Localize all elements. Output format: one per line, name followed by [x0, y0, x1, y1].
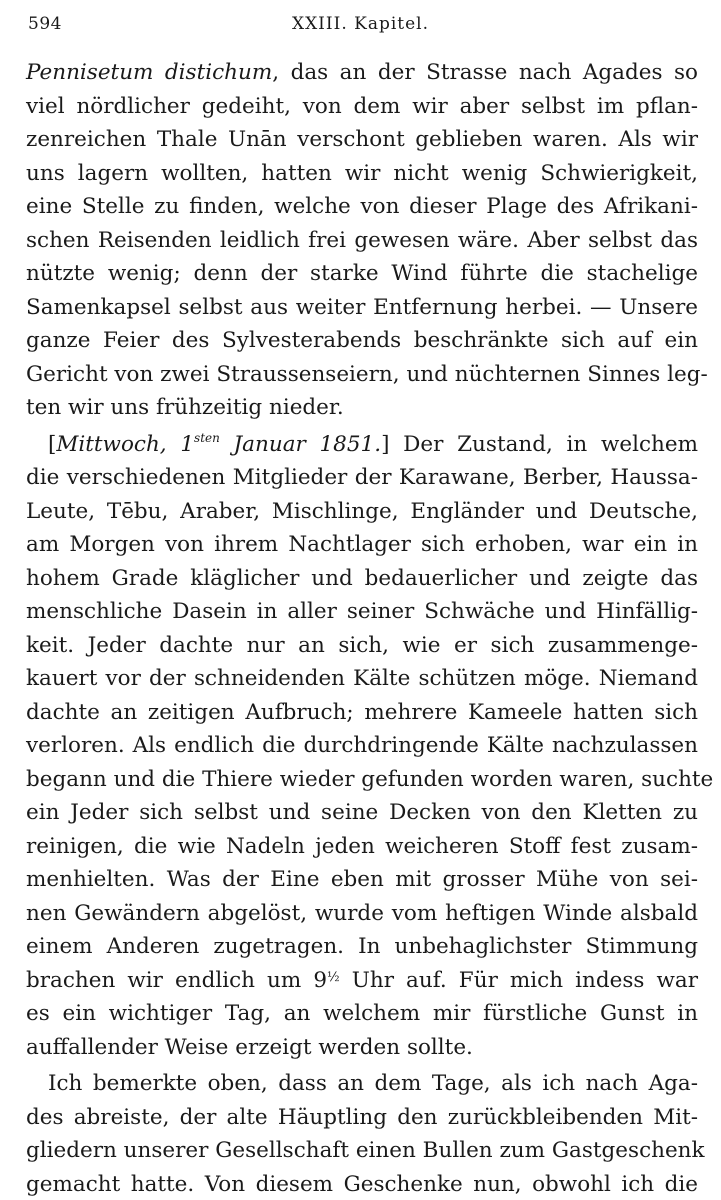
text-line: Leute, Tēbu, Araber, Mischlinge, Engländer und Deutsche,	[26, 498, 698, 524]
text-line: die verschiedenen Mitglieder der Karawane, Berber, Haussa-	[26, 465, 698, 490]
text-line: Gericht von zwei Straussenseiern, und nüchternen Sinnes leg-	[26, 361, 708, 387]
paragraph-1	[26, 56, 708, 425]
entry-date: Mittwoch, $1^{sten}$ Januar 1851.	[56, 430, 382, 457]
text-line: viel nördlicher gedeiht, von dem wir aber selbst im pflan-	[26, 93, 698, 119]
text-line: es ein wichtiger Tag, an welchem mir fürstliche Gunst in	[26, 1001, 698, 1026]
text-line: verloren. Als endlich die durchdringende Kälte nachzulassen	[26, 733, 698, 758]
text-line: nen Gewändern abgelöst, wurde vom heftigen Winde alsbald	[26, 900, 698, 926]
text-line: menschliche Dasein in aller seiner Schwäche und Hinfällig-	[26, 599, 698, 624]
paragraph-3	[26, 1067, 705, 1200]
text-line-time: brachen wir endlich um 9½ Uhr auf. Für mich indess war	[26, 967, 698, 993]
species-name: Pennisetum distichum	[26, 60, 273, 85]
text-line: eine Stelle zu finden, welche von dieser Plage des Afrikani-	[26, 194, 698, 219]
text-line: gemacht hatte. Von diesem Geschenke nun, obwohl ich die	[26, 1171, 698, 1197]
text-line: gliedern unserer Gesellschaft einen Bullen zum Gastgeschenk	[26, 1138, 705, 1163]
text-line: hohem Grade kläglicher und bedauerlicher und zeigte das	[26, 565, 698, 591]
text-line: einem Anderen zugetragen. In unbehaglichster Stimmung	[26, 934, 698, 959]
chapter-title: XXIII. Kapitel.	[291, 14, 430, 34]
text-line: uns lagern wollten, hatten wir nicht wenig Schwierigkeit,	[26, 160, 698, 186]
page-number: 594	[28, 14, 62, 34]
text-line: menhielten. Was der Eine eben mit grosser Mühe von sei-	[26, 867, 698, 892]
text-line: dachte an zeitigen Aufbruch; mehrere Kameele hatten sich	[26, 699, 698, 725]
text-line: reinigen, die wie Nadeln jeden weicheren Stoff fest zusam-	[26, 833, 698, 859]
text-line: begann und die Thiere wieder gefunden worden waren, suchte	[26, 766, 714, 792]
text-line: Pennisetum distichum, das an der Strasse nach Agades so	[26, 60, 698, 85]
text-line: nützte wenig; denn der starke Wind führte die stachelige	[26, 261, 698, 286]
text-line: ein Jeder sich selbst und seine Decken von den Kletten zu	[26, 800, 698, 825]
text-line: ten wir uns frühzeitig nieder.	[26, 395, 344, 420]
text-line: Samenkapsel selbst aus weiter Entfernung herbei. — Unsere	[26, 294, 698, 320]
text-line-dated: [Mittwoch, $1^{sten}$ Januar 1851.] Der Zustand, in welchem	[48, 430, 698, 457]
body-text	[26, 56, 714, 1200]
text-line: schen Reisenden leidlich frei gewesen wäre. Aber selbst das	[26, 227, 698, 253]
text-line: auffallender Weise erzeigt werden sollte.	[26, 1034, 473, 1060]
text-line: Ich bemerkte oben, dass an dem Tage, als ich nach Aga-	[48, 1071, 698, 1096]
text-line: ganze Feier des Sylvesterabends beschränkte sich auf ein	[26, 328, 698, 353]
text-line: keit. Jeder dachte nur an sich, wie er sich zusammenge-	[26, 632, 698, 658]
running-header	[28, 14, 693, 40]
text-line: zenreichen Thale Unān verschont geblieben waren. Als wir	[26, 127, 698, 152]
text-line: kauert vor der schneidenden Kälte schützen möge. Niemand	[26, 666, 698, 691]
paragraph-2	[26, 428, 714, 1065]
text-line: des abreiste, der alte Häuptling den zurückbleibenden Mit-	[26, 1104, 698, 1130]
text-line: am Morgen von ihrem Nachtlager sich erhoben, war ein in	[26, 532, 698, 557]
